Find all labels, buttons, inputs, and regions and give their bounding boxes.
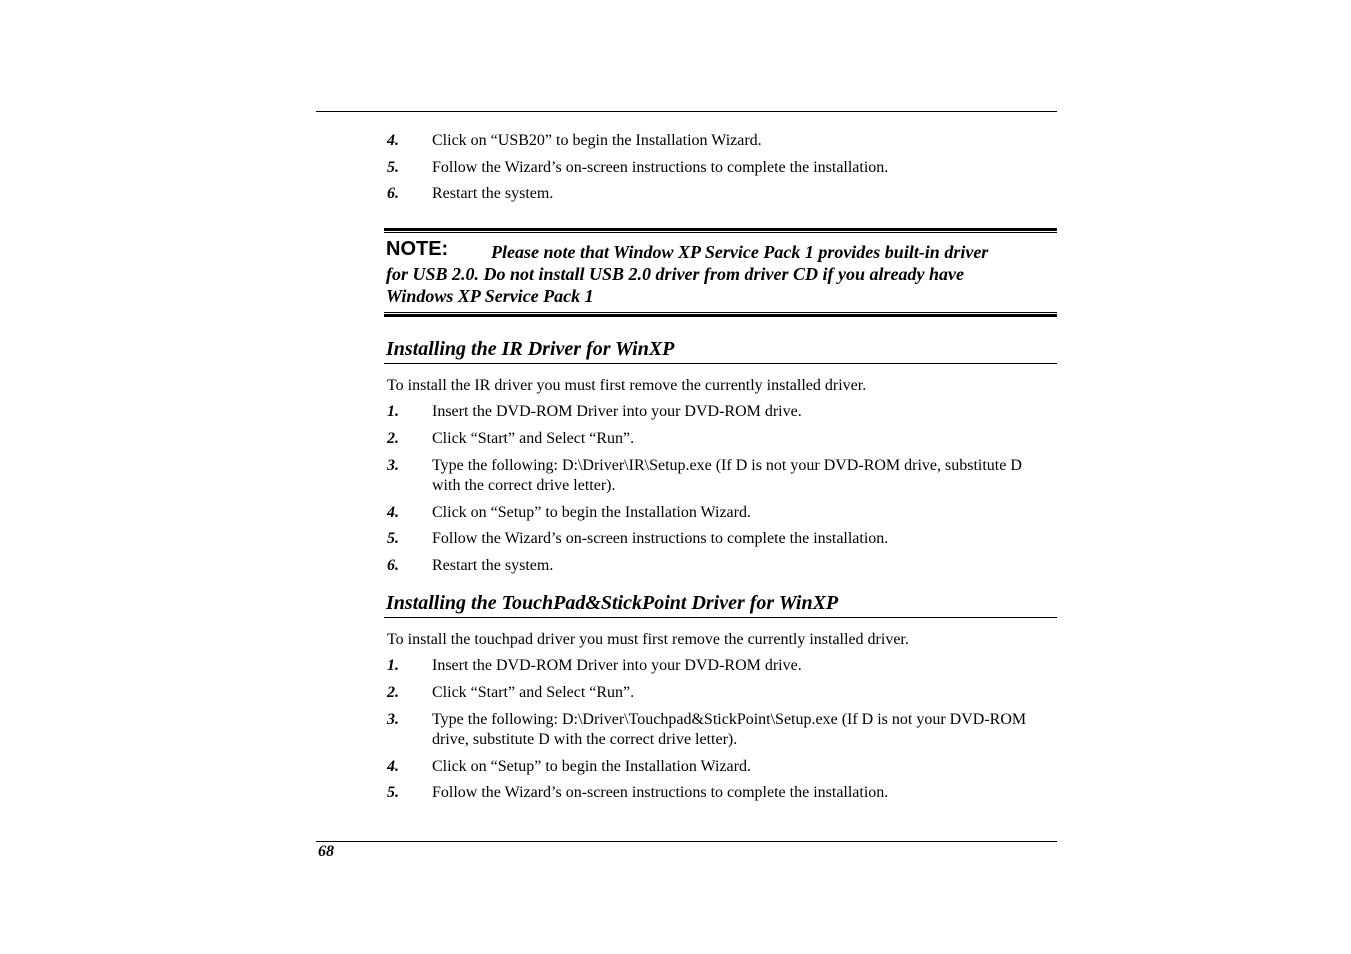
note-text-line: for USB 2.0. Do not install USB 2.0 driver from driver CD if you already have [386, 264, 965, 284]
step-number: 1. [387, 403, 399, 420]
note-top-rule-thin [384, 232, 1057, 233]
step-text: Follow the Wizard’s on-screen instructions to complete the installation. [432, 530, 889, 547]
step-number: 2. [387, 430, 399, 447]
heading-rule [384, 363, 1057, 364]
step-number: 4. [387, 132, 399, 149]
step-text: Insert the DVD-ROM Driver into your DVD-ROM drive. [432, 403, 802, 420]
step-text: Restart the system. [432, 185, 554, 202]
step-number: 2. [387, 684, 399, 701]
section-heading: Installing the IR Driver for WinXP [386, 338, 675, 360]
step-text: Follow the Wizard’s on-screen instructions to complete the installation. [432, 784, 889, 801]
step-number: 1. [387, 657, 399, 674]
step-number: 3. [387, 457, 399, 474]
step-text: Click on “Setup” to begin the Installation Wizard. [432, 504, 751, 521]
step-text: Type the following: D:\Driver\Touchpad&StickPoint\Setup.exe (If D is not your DVD-ROM drive, substitute D with the correct drive letter). [432, 711, 1027, 748]
heading-rule [384, 617, 1057, 618]
step-number: 5. [387, 530, 399, 547]
step-text: Click on “Setup” to begin the Installation Wizard. [432, 758, 751, 775]
step-text: Click “Start” and Select “Run”. [432, 430, 635, 447]
note-top-rule-thick [384, 228, 1057, 231]
step-number: 6. [387, 557, 399, 574]
step-number: 5. [387, 159, 399, 176]
step-text: Type the following: D:\Driver\IR\Setup.exe (If D is not your DVD-ROM drive, substitute D with the correct drive letter). [432, 457, 1022, 494]
note-bottom-rule-thin [384, 312, 1057, 313]
step-text: Insert the DVD-ROM Driver into your DVD-ROM drive. [432, 657, 802, 674]
note-label: NOTE: [386, 238, 449, 260]
step-number: 5. [387, 784, 399, 801]
page-number: 68 [318, 843, 334, 860]
step-number: 4. [387, 758, 399, 775]
section-intro: To install the IR driver you must first remove the currently installed driver. [387, 377, 867, 394]
section-intro: To install the touchpad driver you must first remove the currently installed driver. [387, 631, 909, 648]
note-text-line: Windows XP Service Pack 1 [386, 286, 594, 306]
step-number: 4. [387, 504, 399, 521]
note-bottom-rule-thick [384, 314, 1057, 317]
step-text: Restart the system. [432, 557, 554, 574]
section-heading: Installing the TouchPad&StickPoint Driver for WinXP [386, 592, 839, 614]
step-text: Click “Start” and Select “Run”. [432, 684, 635, 701]
header-rule [316, 111, 1057, 112]
step-text: Click on “USB20” to begin the Installation Wizard. [432, 132, 762, 149]
step-text: Follow the Wizard’s on-screen instructions to complete the installation. [432, 159, 889, 176]
footer-rule [316, 841, 1057, 842]
note-text-line: Please note that Window XP Service Pack 1 provides built-in driver [491, 242, 989, 262]
step-number: 3. [387, 711, 399, 728]
step-number: 6. [387, 185, 399, 202]
